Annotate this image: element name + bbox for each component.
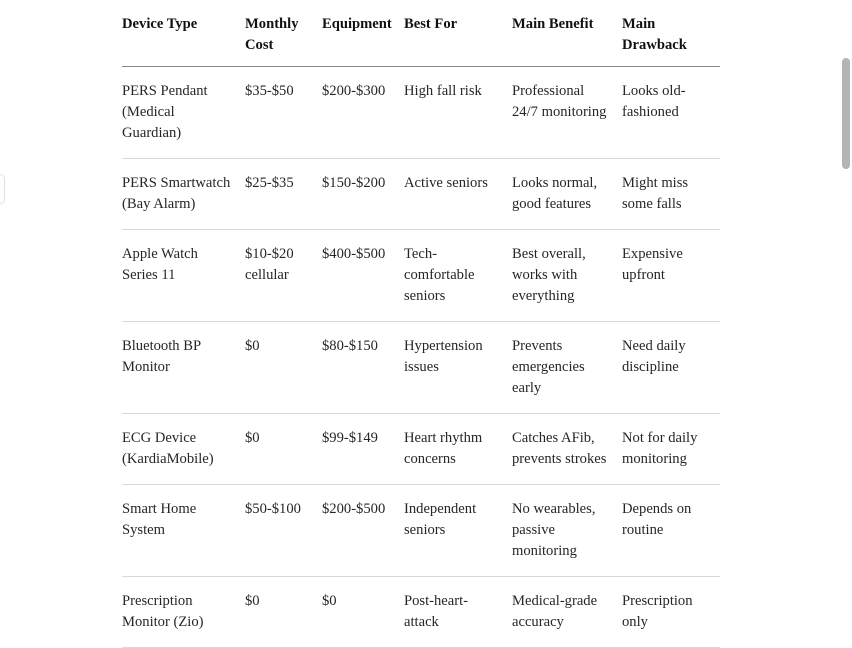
- cell-main-drawback: Might miss some falls: [622, 159, 720, 230]
- cell-best-for: Heart rhythm concerns: [404, 414, 512, 485]
- cell-main-drawback: Prescription only: [622, 577, 720, 648]
- cell-monthly-cost: $0: [245, 414, 322, 485]
- cell-equipment: $80-$150: [322, 322, 404, 414]
- document-content: [122, 0, 720, 648]
- cell-main-benefit: No wearables, passive monitoring: [512, 485, 622, 577]
- cell-monthly-cost: $50-$100: [245, 485, 322, 577]
- table-header-row: [122, 0, 720, 67]
- table-row: [122, 414, 720, 485]
- cell-main-drawback: Need daily discipline: [622, 322, 720, 414]
- table-row: [122, 67, 720, 159]
- column-header-best-for: Best For: [404, 0, 512, 67]
- table-row: [122, 322, 720, 414]
- table-row: [122, 230, 720, 322]
- cell-device-type: Bluetooth BP Monitor: [122, 322, 245, 414]
- cell-main-benefit: Prevents emergencies early: [512, 322, 622, 414]
- table-row: [122, 485, 720, 577]
- column-header-device-type: Device Type: [122, 0, 245, 67]
- table-row: [122, 577, 720, 648]
- vertical-scrollbar[interactable]: [842, 0, 852, 624]
- table-row: [122, 159, 720, 230]
- cell-best-for: High fall risk: [404, 67, 512, 159]
- cell-equipment: $400-$500: [322, 230, 404, 322]
- cell-main-drawback: Depends on routine: [622, 485, 720, 577]
- cell-monthly-cost: $0: [245, 577, 322, 648]
- cell-monthly-cost: $35-$50: [245, 67, 322, 159]
- cell-device-type: Prescription Monitor (Zio): [122, 577, 245, 648]
- cell-main-drawback: Looks old-fashioned: [622, 67, 720, 159]
- cell-best-for: Post-heart-attack: [404, 577, 512, 648]
- cell-monthly-cost: $10-$20 cellular: [245, 230, 322, 322]
- table-body: [122, 67, 720, 648]
- left-edge-drawer-tab[interactable]: [0, 174, 5, 204]
- cell-monthly-cost: $0: [245, 322, 322, 414]
- cell-main-benefit: Medical-grade accuracy: [512, 577, 622, 648]
- cell-main-benefit: Looks normal, good features: [512, 159, 622, 230]
- cell-device-type: ECG Device (KardiaMobile): [122, 414, 245, 485]
- cell-equipment: $150-$200: [322, 159, 404, 230]
- cell-equipment: $99-$149: [322, 414, 404, 485]
- cell-device-type: PERS Smartwatch (Bay Alarm): [122, 159, 245, 230]
- column-header-main-benefit: Main Benefit: [512, 0, 622, 67]
- cell-device-type: PERS Pendant (Medical Guardian): [122, 67, 245, 159]
- column-header-monthly-cost: Monthly Cost: [245, 0, 322, 67]
- device-comparison-table: [122, 0, 720, 648]
- cell-best-for: Hypertension issues: [404, 322, 512, 414]
- column-header-equipment: Equipment: [322, 0, 404, 67]
- cell-equipment: $0: [322, 577, 404, 648]
- cell-best-for: Independent seniors: [404, 485, 512, 577]
- column-header-main-drawback: Main Drawback: [622, 0, 720, 67]
- vertical-scrollbar-thumb[interactable]: [842, 58, 850, 169]
- table-header: [122, 0, 720, 67]
- cell-main-drawback: Not for daily monitoring: [622, 414, 720, 485]
- cell-main-benefit: Catches AFib, prevents strokes: [512, 414, 622, 485]
- cell-monthly-cost: $25-$35: [245, 159, 322, 230]
- cell-main-benefit: Professional 24/7 monitoring: [512, 67, 622, 159]
- cell-equipment: $200-$300: [322, 67, 404, 159]
- cell-main-drawback: Expensive upfront: [622, 230, 720, 322]
- cell-device-type: Smart Home System: [122, 485, 245, 577]
- cell-best-for: Tech-comfortable seniors: [404, 230, 512, 322]
- cell-device-type: Apple Watch Series 11: [122, 230, 245, 322]
- cell-best-for: Active seniors: [404, 159, 512, 230]
- cell-equipment: $200-$500: [322, 485, 404, 577]
- cell-main-benefit: Best overall, works with everything: [512, 230, 622, 322]
